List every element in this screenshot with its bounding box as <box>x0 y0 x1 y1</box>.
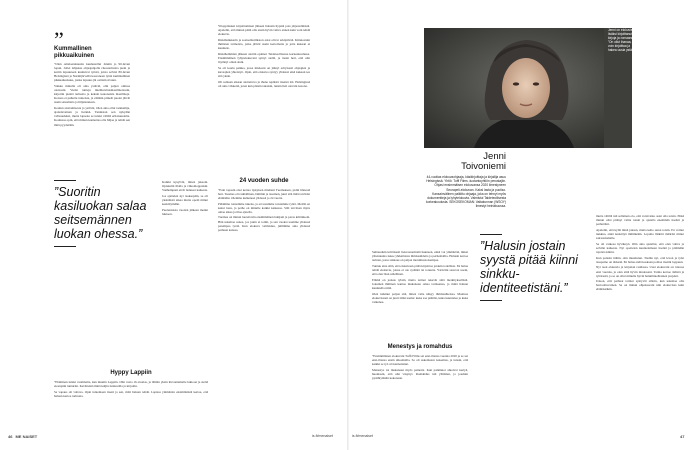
paragraph: Tuomas on minun luotettavin ensimmäinen lukijani ja paras kriitikkoni. Hän uskaltaa sanoa, jos jokin ei toimi, ja sen vuoksi teemme yhdessä parempaa työtä. Kun elokuva valmistuu, juhlimme aina yhdessä perheen kanssa. <box>218 215 310 232</box>
author-last-name: Toivoniemi <box>461 161 506 172</box>
paragraph: Elämä on joskus tylsää, mutta tarinat tekevät siitä merkityksellistä. Jokainen ihminen kantaa mukanaan omaa tarinaansa, ja minä haluan kuunnella niitä. <box>372 277 468 290</box>
paragraph: Menestys toi mukanaan myös paineita. Kun palkinnot alkoivat kertyä, huomasin, että olin väsynyt. Romahdus tuli yllättäen, ja jouduin pysähtymään kokonaan. <box>372 367 468 380</box>
paragraph: Kun palasin töihin, olin muuttunut. Tiedän nyt, että levon ja työn tasapaino on tärkeää. En halua enää koskaan polttaa itseäni loppuun. <box>596 255 684 264</box>
section-heading-kummallinen: Kummallinen pikkuaikuinen <box>54 46 95 59</box>
opening-quote-mark: ” <box>54 27 64 52</box>
right-column-2 <box>596 214 684 293</box>
paragraph: Kaikki kysyivät, miten jaksoin. Opiskelin illalla ja viikonloppuisin. Vanhempani eivät tienneet kaikesta. <box>162 180 208 193</box>
left-footer <box>8 434 37 439</box>
section-heading-hyppy: Hyppy Lappiin <box>110 370 152 376</box>
paragraph: Suhtauduin kriittisesti heteronormatiivisuuteen, enkä voi ymmärtää, miksi yhteiskunta tukee yhdenlaista ihmissuhdetta ja perhemallia. Halusin kertoa tarinan, jossa rakkaus on paljon monimuotoisempaa. <box>372 250 468 263</box>
page-gutter <box>347 0 349 450</box>
paragraph: Ajattelin, että kyllä minä jaksan, mutta keho sanoi toisin. En voinut nukkua, enkä keskittyä mihinkään. Lopulta lääkäri määräsi minut sairauslomalle. <box>596 227 684 241</box>
pull-quote-left <box>54 180 150 247</box>
author-first-name: Jenni <box>483 151 506 162</box>
paragraph: Ylioppilaaksi kirjoittamisen jälkeen halusin hypätä pois järjestelmästä. Ajattelin, että minun pitää olla ensin hyvin vahva ennen kuin voin tehdä elokuvia. <box>218 24 310 37</box>
paragraph: Uskon, että parhaat tarinat syntyvät silloin, kun uskaltaa olla haavoittuvainen. Se on minun ohjenuorani niin elokuvissa kuin elämässäkin. <box>596 279 684 292</box>
paragraph: ”Ensimmäinen elokuvani Tuffi Films sai ensi-iltansa vuonna 2020 ja se sai ensi-iltansa ensin ulkomailla. Se oli uskomaton kokemus, ja tunsin, että kaikki se työ oli kannattanut. <box>372 353 468 367</box>
left-column-2 <box>218 24 310 233</box>
paragraph: Vaikka minulla oli aina ystäviä, olin paljon omissa oloissani. Vietin tunteja mielikuvitusmaailmoissani, kirjoitin pieniä tarinoita ja keksin kokonaisia maailmoja. Kotona ei puhuttu tunteista, ja elämän pimeät puolet jäivät usein sanomatta ja hiljaisuuteen. <box>54 84 130 105</box>
right-footer-url: is.fi/menaiset <box>352 434 373 438</box>
bio-text: 44-vuotias elokuvaohjaaja, käsikirjoittaja ja kirjailija asuu Helsingissä. Yhtiö: Tuffi Films -tuotantoyhtiön perustajiin. Ohjasi ensimmäisen elokuvansa 2020 ilmestyneen Seurapeli-elokuvan. Kaksi lasta ja puoliso. Kansainvälinen palkittu ohjaaja, joka on tehnyt myös dokumentteja ja lyhytelokuvia. Valmistui Taideteollisesta korkeakoulusta. SEKOSEKOMAN: Valtakunnan (WSOY) ilmestyi heinäkuussa. <box>425 175 506 209</box>
paragraph: ”Olen omalaatuisuutta kuulustellut Jennin jo 90-luvun lopun. Jollei lahjakas ohjaajanjolla rikostarinoita pieni ja kotiin lapsuuteen kuuluivat työstä, joista selvisi 80-luvun Helsingissä ja Nurmijärvellä kasvaneen tytön kummallinen pikkuaikuisuus, jonka lapsuus jäi osittain sivuun. <box>54 62 130 83</box>
left-column-1 <box>54 27 130 128</box>
paragraph: Riskibunkkerin ja sosiaalitoimiston asiat olivat arkipäivää. Kiinnostuin ihmisten tarinoista, jotka jäävät usein kertomatta ja joita kukaan ei kuuntele. <box>218 37 310 51</box>
page-number-left: 46 <box>8 434 13 439</box>
portrait-photo <box>424 28 632 148</box>
paragraph: Oli samaan aikaan aloitettava ja ihana repäistä itsensä irti. Helsingissä oli aina vilskettä, joten kun pääsin takaisin, tunsin heti olevani kotona. <box>218 79 310 88</box>
paragraph: Olen tutkinut paljon sitä, miten valta näkyy ihmissuhteissa. Monissa elokuvissani on juuri tämä teema: kuka saa päättää, kuka kuuntelee ja kuka vaikenee. <box>372 291 468 304</box>
portrait-image <box>424 28 632 148</box>
right-column-1 <box>372 250 468 382</box>
left-column-side <box>162 180 208 218</box>
paragraph: ”Esin tapasin ensi kertaa nykyisen mieheni Tuomaksen, pidin hänestä heti. Tuomas oli rauhallinen, lämmin ja tasainen, juuri sitä mitä tarvitsin elämääni. Olemme kulkeneet yhdessä jo 24 vuotta. <box>218 187 310 200</box>
right-footer-page <box>680 434 684 439</box>
photo-caption: Jenni on elokuvien lisäksi kirjoittanut kirjoja ja romaaneja. ”On ollut ihanaa, että voin kirjoittaa ja hakea uusia ystäviä.” <box>608 28 638 52</box>
pull-quote-rule <box>54 246 76 247</box>
paragraph: Riskihommien jälkeen aloitin opinnot Taideteollisessa korkeakoulussa. Ensimmäinen lyhytelokuvani syntyi siellä, ja tiesin heti, että olin löytänyt oman alani. <box>218 51 310 64</box>
pull-quote-rule <box>480 234 502 235</box>
paragraph: mutta välillä tuli sellainen olo, että voisivatko asiat olla toisin. Ehkä minun olisi pitänyt valita toisin ja ajatella enemmän itseäni ja perhettäni. <box>596 214 684 227</box>
paragraph: ”Eläminen tuntui vaatimalta, kun muutin Lappiin. Olin vasta 16-vuotias, ja lähdin yksin Rovaniemelle lukioon ja sieltä eteenpäin tunturiin. Kevätteinä minä kuljin tuntureilla ja kirjoitin. <box>54 380 208 389</box>
magazine-name: ME NAISET <box>15 434 38 439</box>
paragraph: Se vapaus oli valtava. Opin tuntemaan itseni ja sen, mitä haluan tehdä. Lapissa ymmärsin ensimmäistä kertaa, että haluan kertoa tarinoita. <box>54 389 208 398</box>
paragraph: Se oli koulu paikka, jossa mieleeni on jäänyt erityisesti ohjaajien ja kuvaajien yhteistyö. Opin, että elokuva syntyy yhdessä eikä kukaan tee sitä yksin. <box>218 65 310 78</box>
pull-quote-rule <box>54 180 76 181</box>
pull-quote-rule <box>480 300 502 301</box>
paragraph: Puolentoista vuoden jälkeen menin lukioon. <box>162 207 208 216</box>
paragraph: Jos ajattelen nyt taaksepäin, se oli yksinäistä aikaa mutta opetti minut keskittymään. <box>162 193 208 207</box>
left-column-1-bottom <box>54 250 208 400</box>
paragraph: Pidämme toistemme tukena, ja arvostamme toistemme työtä. Meillä on kaksi lasta, ja perhe on minulle kaikki kaikessa. Silti tarvitsen myös omaa aikaa ja tilaa ajatella. <box>218 201 310 214</box>
pull-quote-text: ”Suoritin kasiluokan salaa seitsemännen luokan ohessa.” <box>54 185 147 241</box>
section-heading-menestys: Menestys ja romahdus <box>387 343 453 350</box>
paragraph: Nyt teen elokuvia ja kirjoitan rauhassa. Uusi elokuvani on tulossa ensi vuonna, ja olen siitä hyvin innoissani. Tarina kertoo äidistä ja tyttärestä, ja se on ollut minulle hyvin henkilökohtainen projekti. <box>596 265 684 278</box>
paragraph: Koulun alottamisesta ja ystävät, Olen aina ollut tarkkailija, ajattelevainen ja herkkä. Tunnistan sen nykyään vahvuudeksi, mutta lapsena se tuntui välillä erilaisuudelta. Koulussa opin, että minun kannattaa olla hiljaa ja tehdä sen mitä pyydetään. <box>54 106 130 127</box>
paragraph: Se oli vaikeaa hyväksyä. Olin aina ajatellut, että olen vahva ja selviän kaikesta. Nyt opettelen kuuntelemaan itseäni ja pitämään rajoista kiinni. <box>596 241 684 254</box>
pull-quote-right <box>480 234 586 301</box>
left-footer-url: is.fi/menaiset <box>312 434 333 438</box>
page-number-right: 47 <box>680 434 685 439</box>
pull-quote-text: ”Halusin jostain syystä pitää kiinni sinkku-identiteetistäni.” <box>480 239 578 295</box>
paragraph: Tuntuu aina siltä, että elokuvaan pitää kirjoittaa jotakin todellista. En halua tehdä elokuvia, joissa ei ole sydäntä tai totuutta. Ystäväni sanovat usein, että olen liian rehellinen. <box>372 263 468 277</box>
section-heading-24-vuoden: 24 vuoden suhde <box>239 177 289 184</box>
author-bio <box>424 152 506 209</box>
